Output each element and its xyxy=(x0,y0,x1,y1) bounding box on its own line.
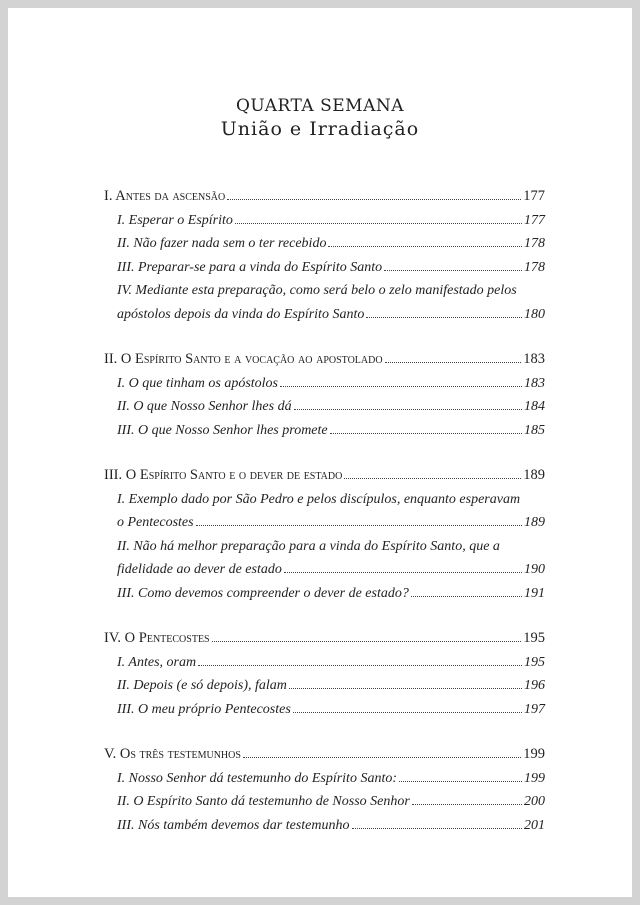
toc-entry[interactable] xyxy=(104,767,545,791)
toc-entry[interactable] xyxy=(104,419,545,443)
entry-title: I. Esperar o Espírito xyxy=(117,212,233,228)
book-page xyxy=(8,8,632,897)
toc-chapter-heading[interactable] xyxy=(104,464,545,488)
page-number: 178 xyxy=(524,259,545,275)
toc-entry[interactable] xyxy=(104,558,545,582)
entry-title: II. Depois (e só depois), falam xyxy=(117,678,287,693)
toc-entry[interactable] xyxy=(104,256,545,280)
dot-leader xyxy=(344,478,521,479)
entry-title: fidelidade ao dever de estado xyxy=(117,562,282,577)
entry-title-first-line: I. Exemplo dado por São Pedro e pelos discípulos, enquanto esperavam xyxy=(117,491,521,507)
entry-title: III. Nós também devemos dar testemunho xyxy=(117,817,350,833)
toc-section xyxy=(104,627,545,721)
toc-entry[interactable] xyxy=(104,582,545,606)
dot-leader xyxy=(352,828,522,829)
entry-title-first-line: II. Não há melhor preparação para a vinda do Espírito Santo, que a xyxy=(117,538,500,554)
dot-leader xyxy=(289,688,522,689)
page-number: 197 xyxy=(524,701,545,717)
entry-title: apóstolos depois da vinda do Espírito Santo xyxy=(117,306,365,322)
page-number: 200 xyxy=(524,794,545,809)
dot-leader xyxy=(284,572,522,573)
entry-title-first-line: IV. Mediante esta preparação, como será belo o zelo manifestado pelos xyxy=(117,283,517,298)
chapter-title: II. O Espírito Santo e a vocação ao apostolado xyxy=(104,351,383,367)
entry-title: II. Não fazer nada sem o ter recebido xyxy=(117,236,327,251)
toc-entry[interactable] xyxy=(104,232,545,256)
toc-entry[interactable] xyxy=(104,395,545,419)
dot-leader xyxy=(330,433,522,434)
page-number: 177 xyxy=(524,212,545,228)
toc-section xyxy=(104,464,545,605)
entry-title: II. O que Nosso Senhor lhes dá xyxy=(117,399,292,414)
page-number: 195 xyxy=(524,654,545,670)
dot-leader xyxy=(196,525,522,526)
toc-chapter-heading[interactable] xyxy=(104,627,545,651)
toc-chapter-heading[interactable] xyxy=(104,743,545,767)
dot-leader xyxy=(198,665,522,666)
page-number: 180 xyxy=(524,306,545,322)
entry-title: I. Antes, oram xyxy=(117,654,197,670)
entry-title: III. Como devemos compreender o dever de estado? xyxy=(117,585,409,601)
dot-leader xyxy=(212,641,522,642)
toc-entry[interactable] xyxy=(104,303,545,327)
toc-entry[interactable] xyxy=(104,651,545,675)
entry-title: III. Preparar-se para a vinda do Espírito Santo xyxy=(117,259,383,275)
dot-leader xyxy=(412,804,522,805)
entry-title: III. O que Nosso Senhor lhes promete xyxy=(117,422,328,438)
toc-entry[interactable] xyxy=(104,209,545,233)
dot-leader xyxy=(294,409,522,410)
page-number: 189 xyxy=(523,467,545,483)
chapter-title: V. Os três testemunhos xyxy=(104,746,241,762)
entry-title: III. O meu próprio Pentecostes xyxy=(117,701,291,717)
toc-entry[interactable] xyxy=(104,698,545,722)
toc-entry[interactable] xyxy=(104,814,545,838)
page-number: 195 xyxy=(523,630,545,646)
toc-section xyxy=(104,185,545,326)
title-week: QUARTA SEMANA xyxy=(236,96,404,116)
page-number: 189 xyxy=(524,515,545,530)
toc-entry[interactable] xyxy=(104,372,545,396)
page-number: 184 xyxy=(524,399,545,414)
toc-entry[interactable] xyxy=(104,511,545,535)
dot-leader xyxy=(385,362,522,363)
toc-chapter-heading[interactable] xyxy=(104,348,545,372)
dot-leader xyxy=(366,317,522,318)
page-number: 183 xyxy=(524,375,545,391)
toc-section xyxy=(104,348,545,442)
dot-leader xyxy=(243,757,521,758)
entry-title: I. Nosso Senhor dá testemunho do Espírito Santo: xyxy=(117,770,397,786)
entry-title: o Pentecostes xyxy=(117,515,194,530)
title-theme: União e Irradiação xyxy=(220,118,420,140)
dot-leader xyxy=(293,712,522,713)
page-number: 196 xyxy=(524,678,545,693)
chapter-title: IV. O Pentecostes xyxy=(104,630,210,646)
table-of-contents xyxy=(104,185,545,859)
toc-section xyxy=(104,743,545,837)
page-number: 183 xyxy=(523,351,545,367)
page-number: 177 xyxy=(523,188,545,204)
dot-leader xyxy=(328,246,522,247)
dot-leader xyxy=(411,596,522,597)
toc-chapter-heading[interactable] xyxy=(104,185,545,209)
page-number: 185 xyxy=(524,422,545,438)
entry-title: I. O que tinham os apóstolos xyxy=(117,375,278,391)
dot-leader xyxy=(280,386,522,387)
chapter-title: I. Antes da ascensão xyxy=(104,188,226,204)
dot-leader xyxy=(384,270,522,271)
entry-title: II. O Espírito Santo dá testemunho de Nosso Senhor xyxy=(117,794,410,809)
page-number: 201 xyxy=(524,817,545,833)
page-number: 199 xyxy=(523,746,545,762)
page-number: 191 xyxy=(524,585,545,601)
toc-entry[interactable] xyxy=(104,674,545,698)
page-number: 190 xyxy=(524,562,545,577)
dot-leader xyxy=(227,199,521,200)
page-number: 199 xyxy=(524,770,545,786)
page-number: 178 xyxy=(524,236,545,251)
dot-leader xyxy=(399,781,522,782)
chapter-title: III. O Espírito Santo e o dever de estado xyxy=(104,467,343,483)
page-title xyxy=(8,95,632,141)
toc-entry[interactable] xyxy=(104,790,545,814)
dot-leader xyxy=(235,223,522,224)
